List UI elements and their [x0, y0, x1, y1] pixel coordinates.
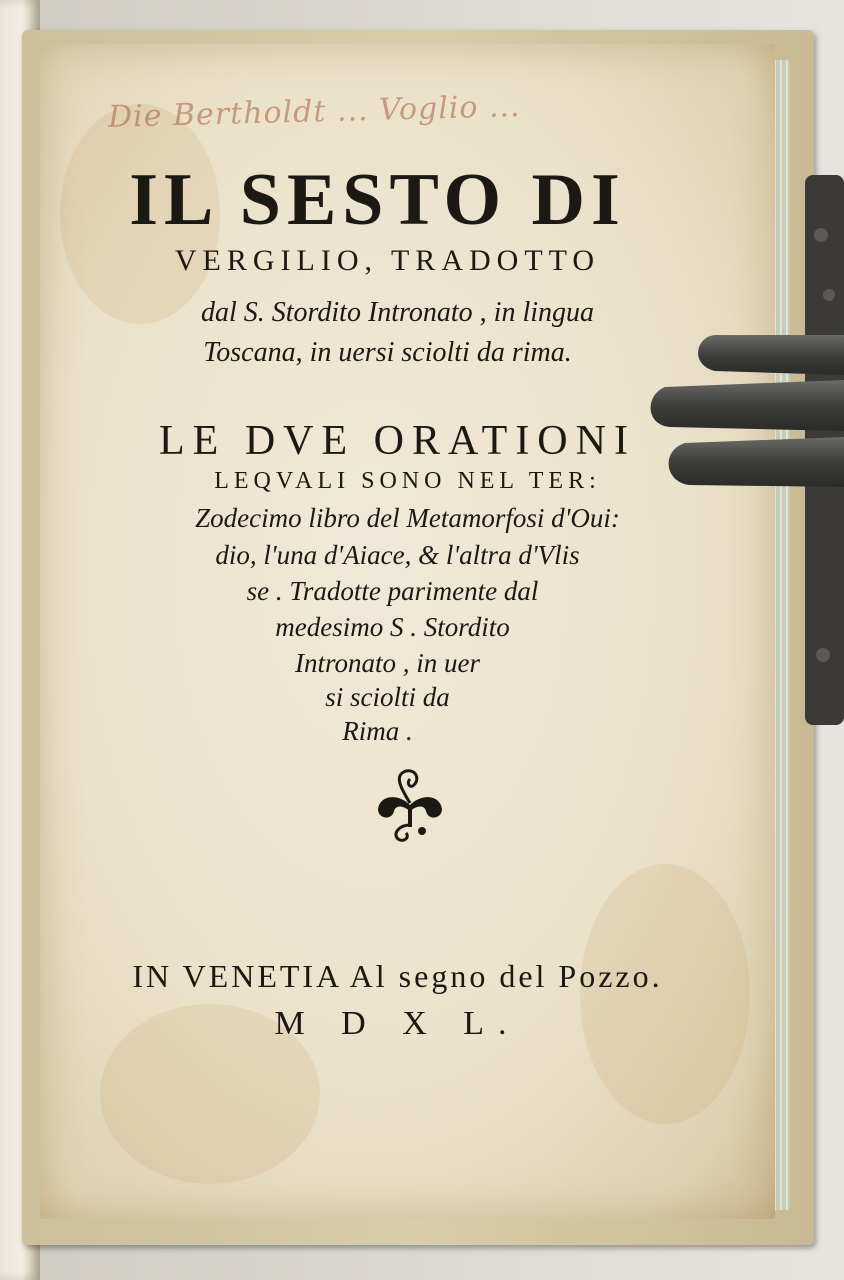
fleuron-ornament-icon: [370, 765, 450, 845]
body-line: Rima .: [342, 716, 413, 746]
title-line: Toscana, in uersi sciolti da rima.: [203, 337, 572, 368]
title-line: dal S. Stordito Intronato , in lingua: [200, 297, 595, 328]
imprint-line: IN VENETIA Al segno del Pozzo.: [132, 958, 663, 994]
body-line: Zodecimo libro del Metamorfosi d'Oui:: [195, 503, 620, 533]
handwritten-inscription: Die Bertholdt ... Voglio ...: [107, 89, 522, 135]
title-line: VERGILIO, TRADOTTO: [174, 244, 601, 277]
heading-line: LEQVALI SONO NEL TER:: [214, 468, 601, 494]
title-line: IL SESTO DI: [129, 159, 626, 241]
body-line: dio, l'una d'Aiace, & l'altra d'Vlis: [215, 540, 580, 570]
imprint-date: M D X L.: [274, 1005, 521, 1042]
body-line: Intronato , in uer: [295, 648, 480, 678]
heading-line: LE DVE ORATIONI: [159, 418, 636, 464]
body-line: medesimo S . Stordito: [275, 612, 510, 642]
body-line: si sciolti da: [325, 682, 450, 712]
metal-book-clip: [645, 175, 844, 735]
body-line: se . Tradotte parimente dal: [246, 576, 539, 606]
